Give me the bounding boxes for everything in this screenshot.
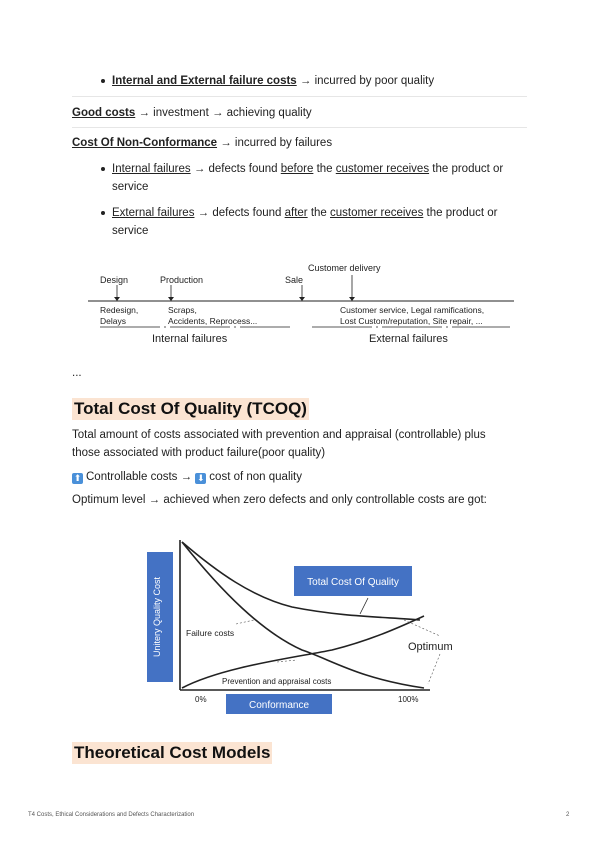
production-arrow bbox=[168, 297, 174, 301]
label-scraps: Scraps, bbox=[168, 305, 197, 315]
good-costs-line: Good costs → investment → achieving quality bbox=[72, 107, 312, 119]
optimum-level-line: Optimum level → achieved when zero defects and only controllable costs are got: bbox=[72, 494, 487, 506]
y-axis-label: Unitery Quality Cost bbox=[152, 576, 162, 658]
ellipsis: ... bbox=[72, 367, 82, 379]
label-accidents: Accidents, Reprocess... bbox=[168, 316, 258, 326]
external-failures-bullet: External failures → defects found after the customer receives the product or service bbox=[112, 207, 498, 237]
delivery-arrow bbox=[349, 297, 355, 301]
divider bbox=[72, 96, 527, 97]
label-customer-delivery: Customer delivery bbox=[308, 263, 381, 273]
cost-non-conformance-line: Cost Of Non-Conformance → incurred by failures bbox=[72, 137, 333, 149]
tcoq-pointer bbox=[360, 598, 368, 614]
sale-arrow bbox=[299, 297, 305, 301]
label-sale: Sale bbox=[285, 275, 304, 285]
label-external-failures: External failures bbox=[369, 333, 448, 345]
bullet-dot bbox=[101, 211, 105, 215]
x-axis-100: 100% bbox=[398, 695, 419, 704]
label-lost-custom: Lost Custom/reputation, Site repair, ... bbox=[340, 316, 483, 326]
bullet-dot bbox=[101, 79, 105, 83]
footer-page-number: 2 bbox=[566, 812, 570, 818]
tcoq-paragraph: Total amount of costs associated with prevention and appraisal (controllable) plus those associated with product failure(poor quality) bbox=[72, 429, 486, 459]
failure-timeline-diagram bbox=[80, 255, 520, 350]
conformance-label: Conformance bbox=[248, 700, 310, 711]
tcoq-box-label: Total Cost Of Quality bbox=[307, 577, 399, 588]
failure-cost-curve bbox=[182, 542, 424, 688]
optimum-pointer-a bbox=[404, 620, 440, 636]
label-redesign: Redesign, bbox=[100, 305, 139, 315]
design-arrow bbox=[114, 297, 120, 301]
internal-failures-bullet: Internal failures → defects found before the customer receives the product or service bbox=[112, 163, 504, 193]
tcoq-graph bbox=[142, 532, 472, 722]
label-production: Production bbox=[160, 275, 204, 285]
theoretical-heading: Theoretical Cost Models bbox=[74, 743, 271, 762]
x-axis-0: 0% bbox=[195, 695, 207, 704]
label-internal-failures: Internal failures bbox=[152, 333, 228, 345]
bullet-dot bbox=[101, 167, 105, 171]
label-delays: Delays bbox=[100, 316, 126, 326]
arrow-up-icon: ⬆ bbox=[73, 473, 82, 483]
prevention-label: Prevention and appraisal costs bbox=[222, 677, 332, 686]
controllable-costs-line: ⬆ Controllable costs → ⬇ cost of non quality bbox=[73, 471, 302, 483]
label-design: Design bbox=[100, 275, 129, 285]
optimum-pointer-b bbox=[428, 654, 440, 684]
failure-costs-label: Failure costs bbox=[186, 628, 235, 638]
footer-title: T4 Costs, Ethical Considerations and Defects Characterization bbox=[28, 812, 195, 818]
arrow-down-icon: ⬇ bbox=[197, 473, 205, 483]
bullet-internal-external: Internal and External failure costs → incurred by poor quality bbox=[112, 75, 435, 87]
divider bbox=[72, 127, 527, 128]
optimum-label: Optimum bbox=[408, 641, 453, 653]
label-customer-service: Customer service, Legal ramifications, bbox=[340, 305, 485, 315]
failure-pointer bbox=[236, 620, 254, 624]
tcoq-heading: Total Cost Of Quality (TCOQ) bbox=[74, 399, 307, 418]
